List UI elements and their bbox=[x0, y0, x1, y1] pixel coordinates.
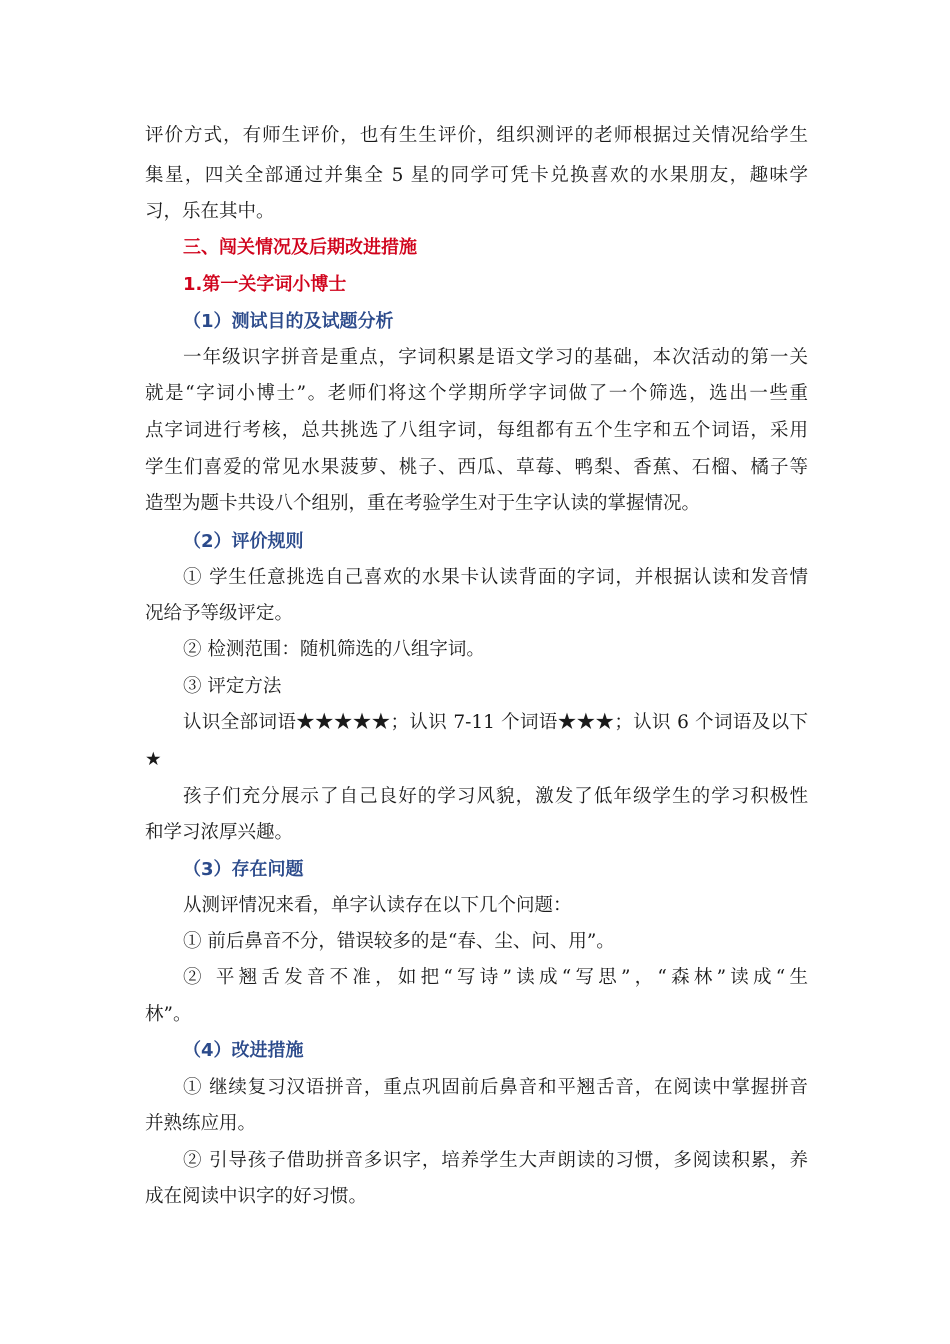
paragraph-line: 习，乐在其中。 bbox=[145, 201, 275, 222]
measure-item-2-cont: 成在阅读中识字的好习惯。 bbox=[145, 1186, 368, 1207]
sub-heading-1: （1）测试目的及试题分析 bbox=[183, 311, 394, 332]
paragraph-line: 集星，四关全部通过并集全 5 星的同学可凭卡兑换喜欢的水果朋友，趣味学 bbox=[145, 165, 808, 186]
section-heading: 三、闯关情况及后期改进措施 bbox=[183, 237, 417, 258]
problem-intro: 从测评情况来看，单字认读存在以下几个问题： bbox=[183, 895, 572, 916]
sub-heading-3: （3）存在问题 bbox=[183, 859, 304, 880]
subsection-heading: 1.第一关字词小博士 bbox=[183, 274, 347, 295]
measure-item-1: ① 继续复习汉语拼音，重点巩固前后鼻音和平翘舌音，在阅读中掌握拼音 bbox=[183, 1077, 808, 1098]
paragraph-line: 一年级识字拼音是重点，字词积累是语文学习的基础，本次活动的第一关 bbox=[183, 347, 808, 368]
measure-item-2: ② 引导孩子借助拼音多识字，培养学生大声朗读的习惯，多阅读积累，养 bbox=[183, 1150, 808, 1171]
rule-item-3: ③ 评定方法 bbox=[183, 676, 282, 697]
problem-item-2: ② 平翘舌发音不准，如把“写诗”读成“写思”，“森林”读成“生 bbox=[183, 967, 808, 988]
rule-item-2: ② 检测范围：随机筛选的八组字词。 bbox=[183, 639, 485, 660]
rating-line-cont: ★ bbox=[145, 749, 162, 770]
paragraph-line: 点字词进行考核，总共挑选了八组字词，每组都有五个生字和五个词语，采用 bbox=[145, 420, 808, 441]
problem-item-1: ① 前后鼻音不分，错误较多的是“春、尘、问、用”。 bbox=[183, 931, 615, 952]
rule-item-1: ① 学生任意挑选自己喜欢的水果卡认读背面的字词，并根据认读和发音情 bbox=[183, 567, 808, 588]
paragraph-line: 评价方式，有师生评价，也有生生评价，组织测评的老师根据过关情况给学生 bbox=[145, 125, 808, 146]
paragraph-line: 和学习浓厚兴趣。 bbox=[145, 822, 294, 843]
sub-heading-2: （2）评价规则 bbox=[183, 531, 304, 552]
rule-item-1-cont: 况给予等级评定。 bbox=[145, 603, 294, 624]
sub-heading-4: （4）改进措施 bbox=[183, 1040, 304, 1061]
paragraph-line: 学生们喜爱的常见水果菠萝、桃子、西瓜、草莓、鸭梨、香蕉、石榴、橘子等 bbox=[145, 457, 808, 478]
paragraph-line: 就是“字词小博士”。老师们将这个学期所学字词做了一个筛选，选出一些重 bbox=[145, 383, 808, 404]
problem-item-2-cont: 林”。 bbox=[145, 1004, 192, 1025]
rating-line: 认识全部词语★★★★★；认识 7-11 个词语★★★；认识 6 个词语及以下 bbox=[183, 712, 808, 733]
paragraph-line: 造型为题卡共设八个组别，重在考验学生对于生字认读的掌握情况。 bbox=[145, 493, 701, 514]
measure-item-1-cont: 并熟练应用。 bbox=[145, 1113, 257, 1134]
paragraph-line: 孩子们充分展示了自己良好的学习风貌，激发了低年级学生的学习积极性 bbox=[183, 786, 808, 807]
